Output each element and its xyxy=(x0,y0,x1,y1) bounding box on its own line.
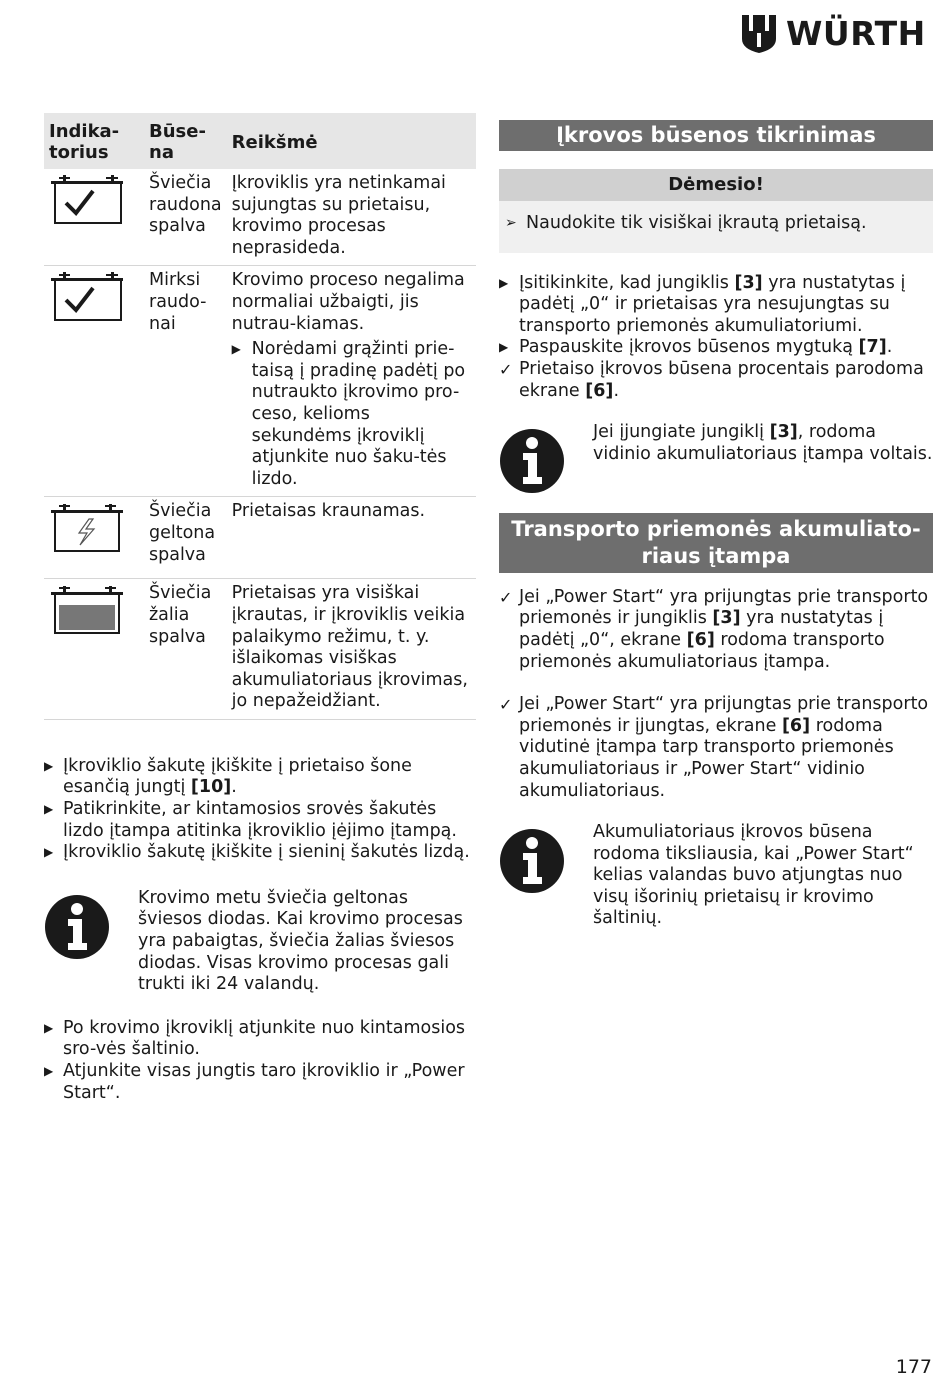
meaning-text: Krovimo proceso negalima normaliai užbaigti, jis nutrau-kiamas. xyxy=(231,270,465,334)
step-text-pre: Įkroviklio šakutę įkiškite į prietaiso šone esančią jungtį xyxy=(63,755,412,798)
ref-number: [6] xyxy=(781,715,811,736)
header-indicator: Indika- torius xyxy=(44,113,144,169)
ref-number: [7] xyxy=(858,337,887,358)
indicator-cell xyxy=(44,266,144,497)
wurth-emblem-icon xyxy=(740,13,778,55)
info-text xyxy=(593,422,933,501)
right-column xyxy=(499,120,933,930)
list-item xyxy=(44,1018,476,1061)
step-text: Po krovimo įkroviklį atjunkite nuo kintamosios sro-vės šaltinio. xyxy=(63,1017,466,1060)
step-text: Įkroviklio šakutę įkiškite į sieninį šakutės lizdą. xyxy=(63,842,470,863)
info-note xyxy=(44,888,476,996)
state-cell: Šviečia žalia spalva xyxy=(144,579,227,720)
state-cell: Šviečia raudona spalva xyxy=(144,169,227,266)
steps-list xyxy=(44,756,476,864)
check-text-mid: yra nustatytas į padėtį „0“, ekrane xyxy=(519,608,884,650)
meaning-cell xyxy=(227,266,476,497)
check-text-pre: Jei „Power Start“ yra prijungtas prie transporto priemonės ir įjungtas, ekrane xyxy=(519,694,929,736)
section-heading: Transporto priemonės akumuliato-riaus įtampa xyxy=(499,513,933,573)
triangle-bullet-icon: ▶ xyxy=(44,758,54,773)
checkmark-icon: ✓ xyxy=(499,587,513,607)
info-icon xyxy=(44,888,138,996)
header-state: Būse- na xyxy=(144,113,227,169)
battery-full-icon xyxy=(49,583,123,635)
checkmark-icon: ✓ xyxy=(499,695,513,715)
state-cell: Šviečia geltona spalva xyxy=(144,497,227,579)
battery-check-icon xyxy=(49,173,123,225)
table-row xyxy=(44,266,476,497)
step-text: Atjunkite visas jungtis taro įkroviklio ir „Power Start“. xyxy=(63,1061,465,1103)
triangle-bullet-icon: ▶ xyxy=(499,275,509,290)
ref-number: [6] xyxy=(686,629,715,650)
steps-list xyxy=(499,273,933,403)
indicator-table xyxy=(44,113,476,720)
list-item xyxy=(499,587,933,673)
step-text-pre: Prietaiso įkrovos būsena procentais parodoma ekrane xyxy=(519,358,924,401)
indicator-cell xyxy=(44,497,144,579)
step-text-post: . xyxy=(886,337,893,358)
check-text xyxy=(519,587,933,673)
check-text xyxy=(519,694,933,802)
list-item xyxy=(499,359,933,402)
info-icon xyxy=(499,422,593,501)
step-text xyxy=(519,337,892,359)
page-number: 177 xyxy=(895,1356,932,1378)
list-item xyxy=(499,337,933,359)
check-text-pre: Jei „Power Start“ yra prijungtas prie transporto priemonės ir jungiklis xyxy=(519,586,929,629)
step-text-pre: Įsitikinkite, kad jungiklis xyxy=(519,272,735,293)
sub-step xyxy=(232,339,471,490)
triangle-bullet-icon: ▶ xyxy=(44,1064,54,1078)
section-heading: Įkrovos būsenos tikrinimas xyxy=(499,120,933,151)
attention-body xyxy=(499,201,933,253)
step-text xyxy=(63,756,476,799)
list-item xyxy=(44,1061,476,1104)
steps-list xyxy=(44,1018,476,1104)
left-column xyxy=(44,113,476,1104)
info-text-post: , rodoma vidinio akumuliatoriaus įtampa voltais. xyxy=(593,422,933,464)
step-text-post: yra nustatytas į padėtį „0“ ir prietaisas yra nesujungtas su transporto priemonės akumuliatoriumi. xyxy=(519,272,906,336)
table-row xyxy=(44,579,476,720)
triangle-bullet-icon: ▶ xyxy=(44,802,54,817)
triangle-bullet-icon: ▶ xyxy=(44,1020,54,1035)
triangle-bullet-icon: ▶ xyxy=(44,845,54,860)
sub-step-text: Norėdami grąžinti prie-taisą į pradinę padėtį po nutraukto įkrovimo pro-ceso, kelioms sekundėms įkroviklį atjunkite nuo šaku-tės lizdo. xyxy=(251,339,466,489)
ref-number: [3] xyxy=(769,422,798,443)
ref-number: [10] xyxy=(190,777,232,798)
indicator-cell xyxy=(44,579,144,720)
attention-text: Naudokite tik visiškai įkrautą prietaisą. xyxy=(526,213,867,233)
meaning-cell: Prietaisas kraunamas. xyxy=(227,497,476,579)
info-text: Akumuliatoriaus įkrovos būsena rodoma tiksliausia, kai „Power Start“ kelias valandas buvo atjungtas nuo visų išorinių prietaisų ir krovimo šaltinių. xyxy=(593,822,914,929)
ref-number: [6] xyxy=(585,380,614,401)
info-text: Krovimo metu šviečia geltonas šviesos diodas. Kai krovimo procesas yra pabaigtas, šviečia žalias šviesos diodas. Visas krovimo procesas gali trukti iki 24 valandų. xyxy=(138,887,463,995)
triangle-bullet-icon: ▶ xyxy=(499,340,509,355)
battery-check-icon xyxy=(49,270,123,322)
header-meaning: Reikšmė xyxy=(227,113,476,169)
table-row xyxy=(44,497,476,579)
step-text xyxy=(519,359,933,402)
list-item xyxy=(44,842,476,864)
list-item xyxy=(499,694,933,802)
triangle-bullet-icon: ▶ xyxy=(231,342,241,357)
step-text xyxy=(519,273,933,338)
check-text-mid: rodoma vidutinė įtampa tarp transporto priemonės akumuliatoriaus ir „Power Start“ vidinio akumuliatoriaus. xyxy=(519,715,894,801)
battery-charging-icon xyxy=(49,501,123,553)
info-note xyxy=(499,422,933,501)
ref-number: [3] xyxy=(734,272,763,293)
step-text-pre: Paspauskite įkrovos būsenos mygtuką xyxy=(519,337,859,358)
step-text-post: . xyxy=(231,777,237,798)
attention-box xyxy=(499,169,933,253)
check-text-post: rodoma transporto priemonės akumuliatoriaus įtampa. xyxy=(519,629,885,672)
meaning-cell: Prietaisas yra visiškai įkrautas, ir įkroviklis veikia palaikymo režimu, t. y. išlaikomas visiškas akumuliatoriaus įkrovimas, jo nepažeidžiant. xyxy=(227,579,476,720)
chevron-right-icon: ➢ xyxy=(505,215,517,231)
info-icon xyxy=(499,822,593,930)
meaning-cell: Įkroviklis yra netinkamai sujungtas su prietaisu, krovimo procesas neprasideda. xyxy=(227,169,476,266)
attention-title: Dėmesio! xyxy=(499,169,933,201)
wurth-logo xyxy=(740,12,936,56)
list-item xyxy=(44,799,476,842)
brand-name: WÜRTH xyxy=(786,14,926,54)
info-note xyxy=(499,822,933,930)
list-item xyxy=(44,756,476,799)
info-text-pre: Jei įjungiate jungiklį xyxy=(593,422,770,443)
checks-list xyxy=(499,587,933,802)
indicator-cell xyxy=(44,169,144,266)
list-item xyxy=(499,273,933,338)
state-cell: Mirksi raudo-nai xyxy=(144,266,227,497)
ref-number: [3] xyxy=(712,608,741,629)
step-text: Patikrinkite, ar kintamosios srovės šakutės lizdo įtampa atitinka įkroviklio įėjimo įtampą. xyxy=(63,799,457,841)
step-text-post: . xyxy=(613,380,620,401)
checkmark-icon: ✓ xyxy=(499,359,513,379)
table-row xyxy=(44,169,476,266)
